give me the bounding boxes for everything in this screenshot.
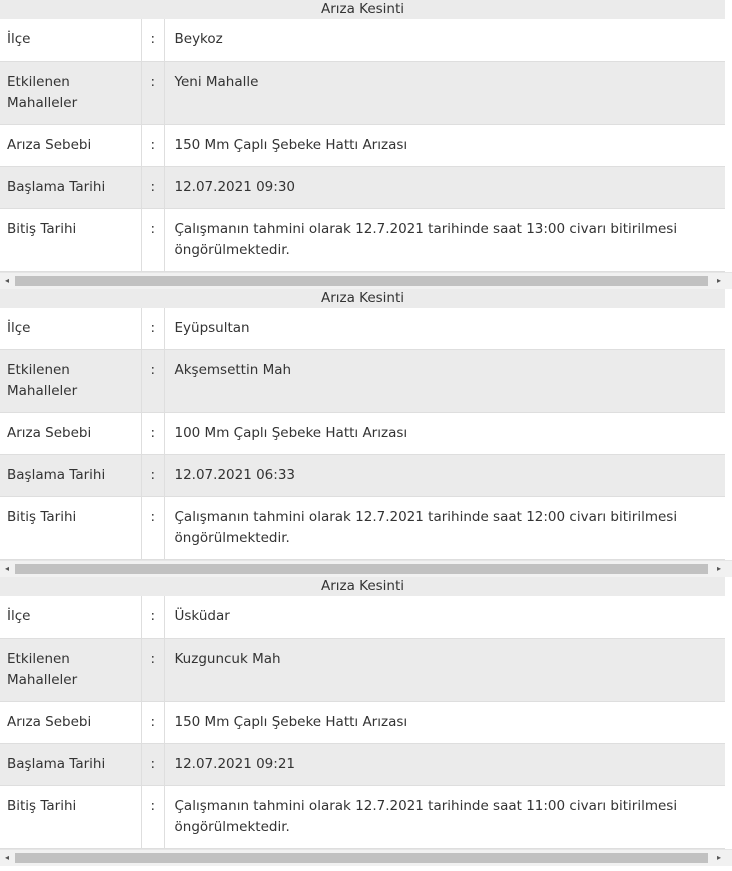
row-label: Başlama Tarihi: [0, 455, 141, 497]
scroll-left-arrow-icon[interactable]: ◂: [4, 564, 9, 573]
row-colon: :: [141, 308, 164, 350]
row-value: Çalışmanın tahmini olarak 12.7.2021 tarihinde saat 13:00 civarı bitirilmesi öngörülmektedir.: [164, 208, 725, 271]
scroll-left-arrow-icon[interactable]: ◂: [4, 275, 9, 285]
row-failure-cause: [0, 413, 725, 455]
horizontal-scrollbar[interactable]: [0, 272, 732, 289]
row-value: Beykoz: [164, 19, 725, 61]
scroll-right-arrow-icon[interactable]: ▸: [716, 564, 721, 573]
outage-block-title: Arıza Kesinti: [0, 577, 725, 596]
row-label: Arıza Sebebi: [0, 701, 141, 743]
row-value: Çalışmanın tahmini olarak 12.7.2021 tarihinde saat 11:00 civarı bitirilmesi öngörülmektedir.: [164, 785, 725, 848]
outage-table-wrapper: [0, 289, 725, 561]
row-value: 12.07.2021 09:30: [164, 166, 725, 208]
row-colon: :: [141, 638, 164, 701]
row-value: 12.07.2021 09:21: [164, 743, 725, 785]
row-colon: :: [141, 455, 164, 497]
row-district: [0, 308, 725, 350]
outage-details-table: [0, 19, 725, 272]
row-colon: :: [141, 701, 164, 743]
row-district: [0, 596, 725, 638]
row-value: 100 Mm Çaplı Şebeke Hattı Arızası: [164, 413, 725, 455]
row-value: Üsküdar: [164, 596, 725, 638]
row-value: Kuzguncuk Mah: [164, 638, 725, 701]
row-start-date: [0, 455, 725, 497]
row-colon: :: [141, 208, 164, 271]
row-value: Eyüpsultan: [164, 308, 725, 350]
row-start-date: [0, 166, 725, 208]
row-affected-neighborhoods: [0, 638, 725, 701]
scrollbar-thumb[interactable]: [15, 853, 708, 863]
row-value: Çalışmanın tahmini olarak 12.7.2021 tarihinde saat 12:00 civarı bitirilmesi öngörülmektedir.: [164, 497, 725, 560]
scroll-right-arrow-icon[interactable]: ▸: [716, 852, 721, 862]
row-colon: :: [141, 124, 164, 166]
row-colon: :: [141, 413, 164, 455]
outage-block-title: Arıza Kesinti: [0, 289, 725, 308]
row-end-date: [0, 208, 725, 271]
outage-block: [0, 289, 732, 578]
row-failure-cause: [0, 124, 725, 166]
row-label: İlçe: [0, 596, 141, 638]
row-value: 12.07.2021 06:33: [164, 455, 725, 497]
outage-details-table: [0, 308, 725, 561]
row-value: Yeni Mahalle: [164, 61, 725, 124]
row-colon: :: [141, 350, 164, 413]
row-affected-neighborhoods: [0, 350, 725, 413]
row-label: Bitiş Tarihi: [0, 497, 141, 560]
row-colon: :: [141, 596, 164, 638]
row-colon: :: [141, 743, 164, 785]
outage-table-wrapper: [0, 577, 725, 849]
scrollbar-thumb[interactable]: [15, 276, 708, 286]
row-end-date: [0, 497, 725, 560]
row-value: 150 Mm Çaplı Şebeke Hattı Arızası: [164, 124, 725, 166]
row-colon: :: [141, 785, 164, 848]
row-label: Arıza Sebebi: [0, 124, 141, 166]
outage-details-table: [0, 596, 725, 849]
row-start-date: [0, 743, 725, 785]
row-colon: :: [141, 497, 164, 560]
row-end-date: [0, 785, 725, 848]
row-value: Akşemsettin Mah: [164, 350, 725, 413]
outage-block: [0, 0, 732, 289]
row-label: İlçe: [0, 19, 141, 61]
row-label: Bitiş Tarihi: [0, 785, 141, 848]
outage-block-title: Arıza Kesinti: [0, 0, 725, 19]
row-label: Başlama Tarihi: [0, 166, 141, 208]
scrollbar-thumb[interactable]: [15, 564, 708, 574]
row-label: Etkilenen Mahalleler: [0, 350, 141, 413]
row-label: Etkilenen Mahalleler: [0, 638, 141, 701]
horizontal-scrollbar[interactable]: [0, 560, 732, 577]
row-label: Etkilenen Mahalleler: [0, 61, 141, 124]
row-colon: :: [141, 166, 164, 208]
row-colon: :: [141, 19, 164, 61]
row-label: Başlama Tarihi: [0, 743, 141, 785]
outage-block: [0, 577, 732, 866]
row-label: İlçe: [0, 308, 141, 350]
row-colon: :: [141, 61, 164, 124]
scroll-left-arrow-icon[interactable]: ◂: [4, 852, 9, 862]
outage-table-wrapper: [0, 0, 725, 272]
row-affected-neighborhoods: [0, 61, 725, 124]
row-district: [0, 19, 725, 61]
row-value: 150 Mm Çaplı Şebeke Hattı Arızası: [164, 701, 725, 743]
scroll-right-arrow-icon[interactable]: ▸: [716, 275, 721, 285]
horizontal-scrollbar[interactable]: [0, 849, 732, 866]
row-label: Bitiş Tarihi: [0, 208, 141, 271]
row-label: Arıza Sebebi: [0, 413, 141, 455]
row-failure-cause: [0, 701, 725, 743]
